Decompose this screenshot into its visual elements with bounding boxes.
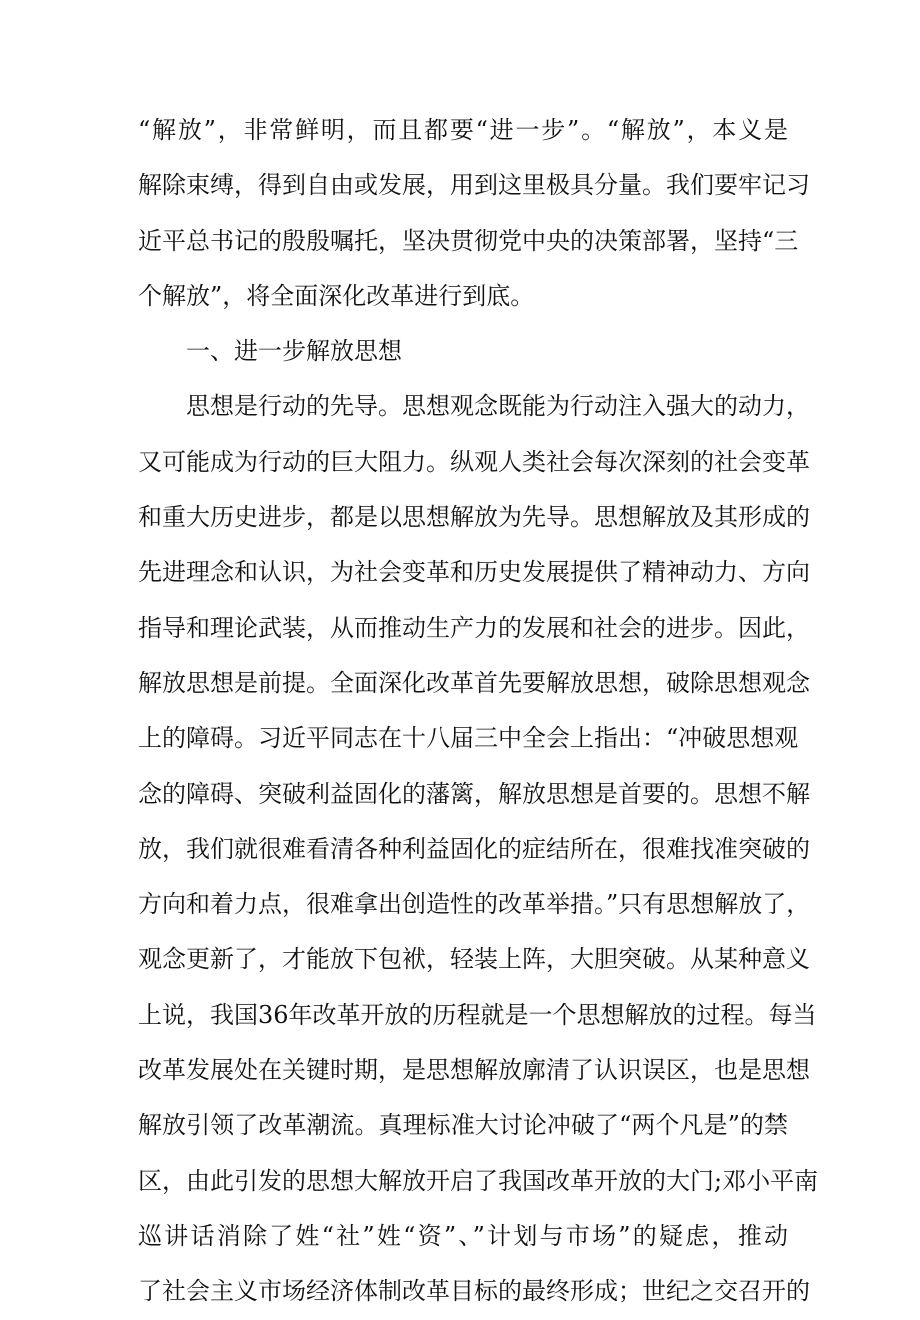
body-line-12: 上说，我国36年改革开放的历程就是一个思想解放的过程。每当: [138, 1000, 817, 1029]
body-line-15: 区，由此引发的思想大解放开启了我国改革开放的大门;邓小平南: [138, 1166, 819, 1195]
body-line-16: 巡讲话消除了姓“社”姓“资”、”计划与市场”的疑虑，推动: [138, 1221, 788, 1250]
body-line-10: 方向和着力点，很难拿出创造性的改革举措。”只有思想解放了，: [138, 890, 811, 919]
body-line-5: 指导和理论武装，从而推动生产力的发展和社会的进步。因此，: [138, 613, 810, 642]
body-line-17: 了社会主义市场经济体制改革目标的最终形成；世纪之交召开的: [138, 1277, 810, 1306]
section-heading: 一、进一步解放思想: [186, 337, 402, 366]
body-line-4: 先进理念和认识，为社会变革和历史发展提供了精神动力、方向: [138, 558, 810, 587]
body-line-14: 解放引领了改革潮流。真理标准大讨论冲破了“两个凡是”的禁: [138, 1111, 788, 1140]
intro-line-1: “解放”，非常鲜明，而且都要“进一步”。“解放”，本义是: [138, 116, 788, 144]
body-line-11: 观念更新了，才能放下包袱，轻装上阵，大胆突破。从某种意义: [138, 945, 810, 974]
body-line-7: 上的障碍。习近平同志在十八届三中全会上指出：“冲破思想观: [138, 724, 799, 753]
body-line-1: 思想是行动的先导。思想观念既能为行动注入强大的动力，: [186, 392, 810, 421]
body-line-2: 又可能成为行动的巨大阻力。纵观人类社会每次深刻的社会变革: [138, 447, 810, 476]
body-line-8: 念的障碍、突破利益固化的藩篱，解放思想是首要的。思想不解: [138, 779, 810, 808]
body-line-6: 解放思想是前提。全面深化改革首先要解放思想，破除思想观念: [138, 668, 810, 697]
body-line-13: 改革发展处在关键时期，是思想解放廓清了认识误区，也是思想: [138, 1056, 810, 1085]
document-body: [138, 103, 819, 1320]
intro-line-2: 解除束缚，得到自由或发展，用到这里极具分量。我们要牢记习: [138, 171, 810, 200]
body-line-9: 放，我们就很难看清各种利益固化的症结所在，很难找准突破的: [138, 834, 810, 863]
intro-line-4: 个解放”，将全面深化改革进行到底。: [138, 281, 535, 310]
body-line-3: 和重大历史进步，都是以思想解放为先导。思想解放及其形成的: [138, 503, 810, 532]
intro-line-3: 近平总书记的殷殷嘱托，坚决贯彻党中央的决策部署，坚持“三: [138, 226, 799, 255]
